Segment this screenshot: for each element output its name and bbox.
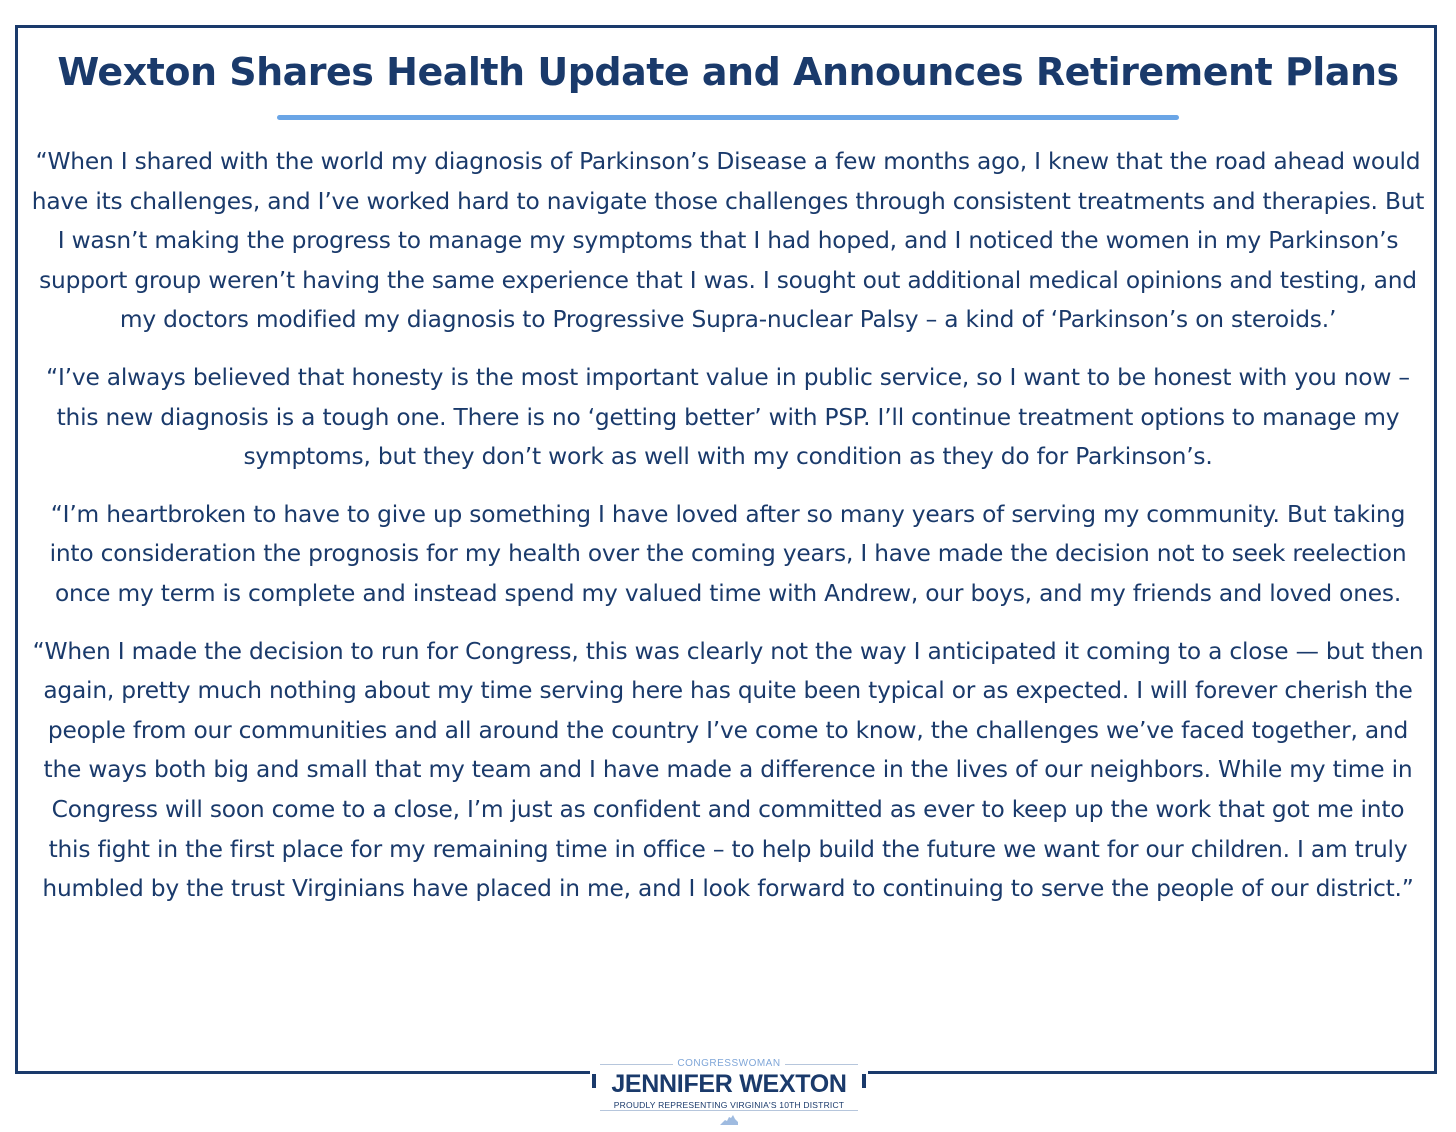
virginia-state-icon: [719, 1114, 739, 1126]
signature-name: JENNIFER WEXTON: [611, 1070, 847, 1098]
statement-paragraph-2: “I’ve always believed that honesty is the most important value in public service, so I want to be honest with you now – this new diagnosis is a tough one. There is no ‘getting better’ with PSP. I’ll continue treatment options to manage my symptoms, but they don’t work as well with my condition as they do for Parkinson’s.: [46, 363, 1410, 471]
signature-overline-text: CONGRESSWOMAN: [673, 1058, 784, 1069]
title-underline: [277, 115, 1179, 120]
statement-paragraph-4: “When I made the decision to run for Congress, this was clearly not the way I anticipated it coming to a close — but then again, pretty much nothing about my time serving here has quite been typical or as expected. I will forever cherish the people from our communities and all around the country I’ve come to know, the challenges we’ve faced together, and the ways both big and small that my team and I have made a difference in the lives of our neighbors. While my time in Congress will soon come to a close, I’m just as confident and committed as ever to keep up the work that got me into this fight in the first place for my remaining time in office – to help build the future we want for our children. I am truly humbled by the trust Virginians have placed in me, and I look forward to continuing to serve the people of our district.”: [32, 637, 1424, 903]
statement-paragraph-3: “I’m heartbroken to have to give up something I have loved after so many years of serving my community. But taking into consideration the prognosis for my health over the coming years, I have made the decision not to seek reelection once my term is complete and instead spend my valued time with Andrew, our boys, and my friends and loved ones.: [49, 500, 1407, 607]
statement-body: [30, 142, 1426, 927]
signature-bracket-right: [862, 1074, 866, 1088]
page-title: Wexton Shares Health Update and Announces Retirement Plans: [57, 50, 1399, 94]
signature-tagline: PROUDLY REPRESENTING VIRGINIA'S 10TH DISTRICT: [613, 1100, 845, 1110]
signature-logo: [600, 1058, 858, 1128]
signature-overline: [600, 1058, 858, 1069]
signature-bottom-rule: [600, 1110, 858, 1111]
statement-paragraph-1: “When I shared with the world my diagnosis of Parkinson’s Disease a few months ago, I knew that the road ahead would have its challenges, and I’ve worked hard to navigate those challenges through consistent treatments and therapies. But I wasn’t making the progress to manage my symptoms that I had hoped, and I noticed the women in my Parkinson’s support group weren’t having the same experience that I was. I sought out additional medical opinions and testing, and my doctors modified my diagnosis to Progressive Supra-nuclear Palsy – a kind of ‘Parkinson’s on steroids.’: [31, 148, 1425, 334]
signature-bracket-left: [592, 1074, 596, 1088]
